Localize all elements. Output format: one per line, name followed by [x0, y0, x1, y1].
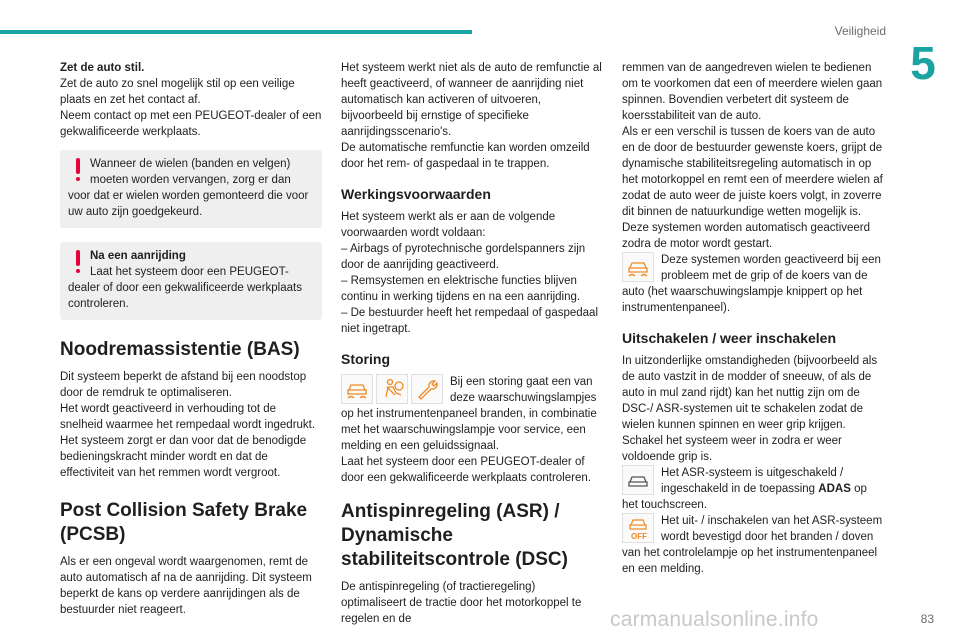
- asr-off-icon: [622, 513, 654, 543]
- asr-off-block: [622, 513, 884, 577]
- warning-icons: [341, 374, 446, 404]
- skid-info-block: [622, 252, 884, 316]
- paragraph: Zet de auto stil. Zet de auto zo snel mogelijk stil op een veilige plaats en zet het contact af. Neem contact op met een PEUGEOT-dealer of een gekwalificeerde werkplaats.: [60, 62, 322, 138]
- exclamation-icon: [68, 248, 90, 278]
- skid-car-icon: [622, 252, 654, 282]
- chapter-number: 5: [910, 37, 936, 89]
- section-title: Veiligheid: [834, 24, 886, 38]
- page-number: 83: [920, 612, 934, 626]
- wrench-service-icon: [411, 374, 443, 404]
- paragraph: Het systeem werkt als er aan de volgende voorwaarden wordt voldaan: – Airbags of pyrotechnische gordelspanners zijn door de aanrijding geactiveerd. – Remsystemen en elektrische functies blijven continu in werking tijdens en na een aanrijding. – De bestuurder heeft het rempedaal of gaspedaal niet ingetrapt.: [341, 211, 599, 335]
- icon-wrap: [622, 252, 657, 282]
- paragraph: Als er een ongeval wordt waargenomen, remt de auto automatisch af na de aanrijding. Dit systeem beperkt de kans op verdere aanrijdingen als de bestuurder niet reageert.: [60, 556, 312, 616]
- warning-note: [60, 242, 322, 320]
- icon-wrap: [622, 513, 657, 543]
- warning-note: [60, 150, 322, 228]
- note-text: Laat het systeem door een PEUGEOT-dealer of door een gekwalificeerde werkplaats controleren.: [68, 266, 302, 310]
- paragraph: De antispinregeling (of tractieregeling) optimaliseert de tractie door het motorkoppel te regelen en de: [341, 581, 582, 625]
- heading-storing: Storing: [341, 351, 390, 367]
- heading-asr: Antispinregeling (ASR) / Dynamische stabiliteitscontrole (DSC): [341, 501, 568, 570]
- watermark: carmanualsonline.info: [610, 608, 819, 631]
- heading-werking: Werkingsvoorwaarden: [341, 186, 491, 202]
- storing-block: [341, 374, 603, 486]
- skid-car-warning-icon: [341, 374, 373, 404]
- seatbelt-airbag-warning-icon: [376, 374, 408, 404]
- heading-bas: Noodremassistentie (BAS): [60, 339, 300, 360]
- column-3: [622, 60, 884, 577]
- paragraph: Deze systemen worden geactiveerd bij een probleem met de grip of de koers van de auto (het waarschuwingslampje knippert op het instrumentenpaneel).: [622, 254, 881, 314]
- paragraph: Het systeem werkt niet als de auto de remfunctie al heeft geactiveerd, of wanneer de aanrijding niet automatisch kan activeren of uitvoeren, bijvoorbeeld bij ernstige of specifieke aanrijdingsscenario's. De automatische remfunctie kan worden omzeild door het rem- of gaspedaal in te trappen.: [341, 62, 602, 170]
- column-1: [60, 60, 322, 618]
- paragraph: Het ASR-systeem is uitgeschakeld / ingeschakeld in de toepassing ADAS op het touchscreen.: [622, 467, 867, 511]
- paragraph: Het uit- / inschakelen van het ASR-systeem wordt bevestigd door het branden / doven van het controlelampje op het instrumentenpaneel en een melding.: [622, 515, 883, 575]
- paragraph: Dit systeem beperkt de afstand bij een noodstop door de remdruk te optimaliseren. Het wordt geactiveerd in verhouding tot de snelheid waarmee het rempedaal wordt ingedrukt. Het systeem zorgt er dan voor dat de benodigde bedieningskracht minder wordt en dat de effectiviteit van het remmen wordt vergroot.: [60, 371, 316, 479]
- note-text: Wanneer de wielen (banden en velgen) moeten worden vervangen, zorg er dan voor dat er wielen worden gemonteerd die voor uw auto zijn goedgekeurd.: [68, 158, 309, 218]
- paragraph: remmen van de aangedreven wielen te bedienen om te voorkomen dat een of meerdere wielen gaan spinnen. Bovendien verbetert dit systeem de koersstabiliteit van de auto. Als er een verschil is tussen de koers van de auto en de door de bestuurder gewenste koers, grijpt de dynamische stabiliteitsregeling automatisch in op het motorkoppel en remt een of meerdere wielen af zodat de auto weer de juiste koers volgt, in zoverre dit binnen de natuurkundige wetten mogelijk is. Deze systemen worden automatisch geactiveerd zodra de motor wordt gestart.: [622, 62, 883, 250]
- column-2: [341, 60, 603, 627]
- heading-uitschakelen: Uitschakelen / weer inschakelen: [622, 330, 836, 346]
- svg-text:OFF: OFF: [631, 532, 647, 541]
- paragraph: Bij een storing gaat een van deze waarschuwingslampjes op het instrumentenpaneel branden, in combinatie met het waarschuwingslampje voor service, een melding en een geluidssignaal. Laat het systeem door een PEUGEOT-dealer of door een gekwalificeerde werkplaats controleren.: [341, 376, 597, 484]
- heading-pcsb: Post Collision Safety Brake (PCSB): [60, 500, 308, 545]
- paragraph: In uitzonderlijke omstandigheden (bijvoorbeeld als de auto vastzit in de modder of sneeuw, of als de auto in mul zand rijdt) kan het nuttig zijn om de DSC-/ ASR-systemen uit te schakelen zodat de wielen kunnen spinnen en weer grip krijgen. Schakel het systeem weer in zodra er weer voldoende grip is.: [622, 355, 878, 463]
- asr-adas-block: [622, 465, 884, 513]
- top-accent-bar: [0, 30, 472, 34]
- exclamation-icon: [68, 156, 90, 186]
- icon-wrap: [622, 465, 657, 495]
- note-title: Na een aanrijding: [90, 250, 186, 262]
- car-outline-icon: [622, 465, 654, 495]
